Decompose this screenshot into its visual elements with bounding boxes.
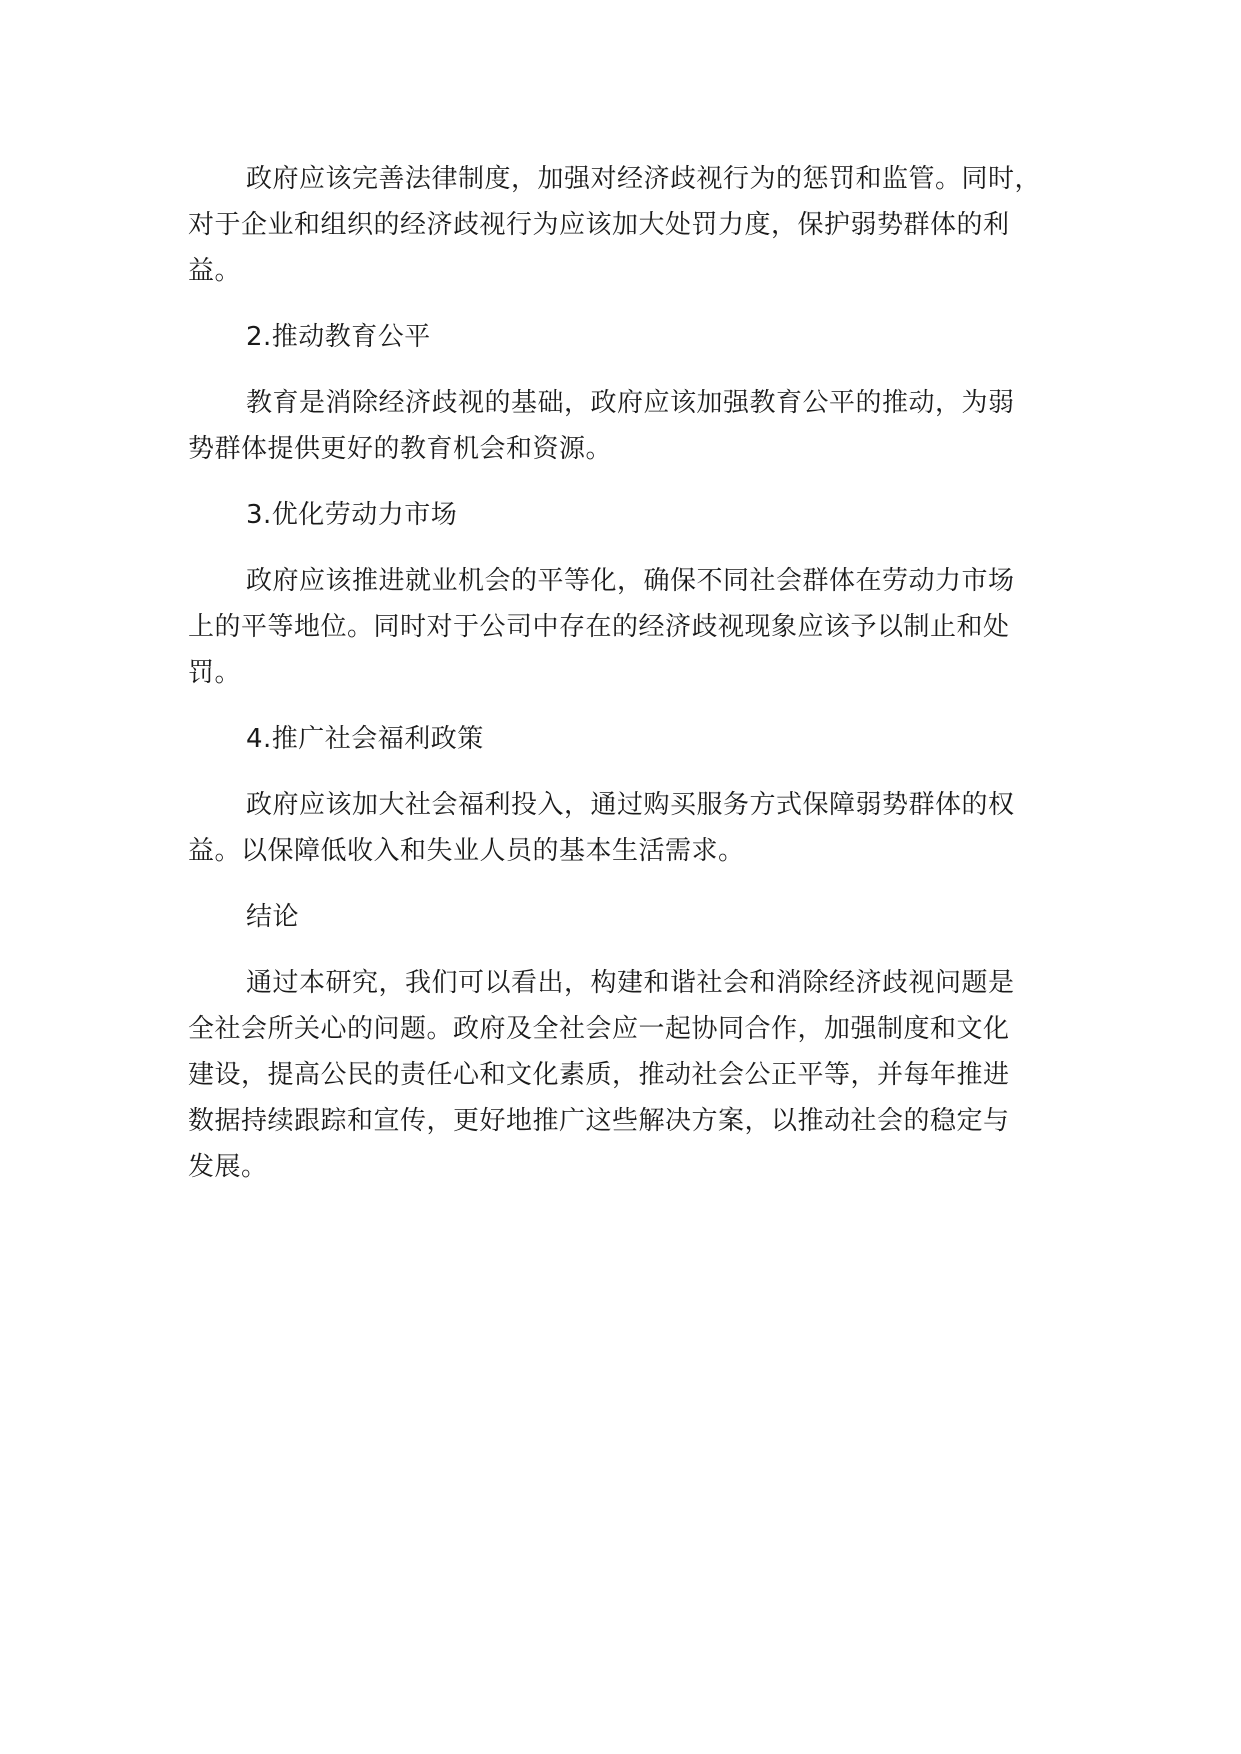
paragraph-education: 教育是消除经济歧视的基础，政府应该加强教育公平的推动，为弱 势群体提供更好的教育机会和资源。 (188, 388, 1015, 464)
paragraph-labor-market: 政府应该推进就业机会的平等化，确保不同社会群体在劳动力市场 上的平等地位。同时对于公司中存在的经济歧视现象应该予以制止和处 罚。 (188, 566, 1015, 688)
document-body (188, 156, 1044, 1210)
section-heading-labor-market: 3.优化劳动力市场 (246, 500, 458, 530)
paragraph-welfare: 政府应该加大社会福利投入，通过购买服务方式保障弱势群体的权 益。以保障低收入和失业人员的基本生活需求。 (188, 790, 1015, 866)
section-heading-conclusion: 结论 (246, 902, 300, 932)
paragraph-legal-system: 政府应该完善法律制度，加强对经济歧视行为的惩罚和监管。同时， 对于企业和组织的经济歧视行为应该加大处罚力度，保护弱势群体的利 益。 (188, 164, 1042, 286)
paragraph-conclusion: 通过本研究，我们可以看出，构建和谐社会和消除经济歧视问题是 全社会所关心的问题。政府及全社会应一起协同合作，加强制度和文化 建设，提高公民的责任心和文化素质，推动社会公正平等，并每年推进 数据持续跟踪和宣传，更好地推广这些解决方案，以推动社会的稳定与 发展。 (188, 968, 1015, 1182)
section-heading-education: 2.推动教育公平 (246, 322, 431, 352)
section-heading-welfare: 4.推广社会福利政策 (246, 724, 484, 754)
